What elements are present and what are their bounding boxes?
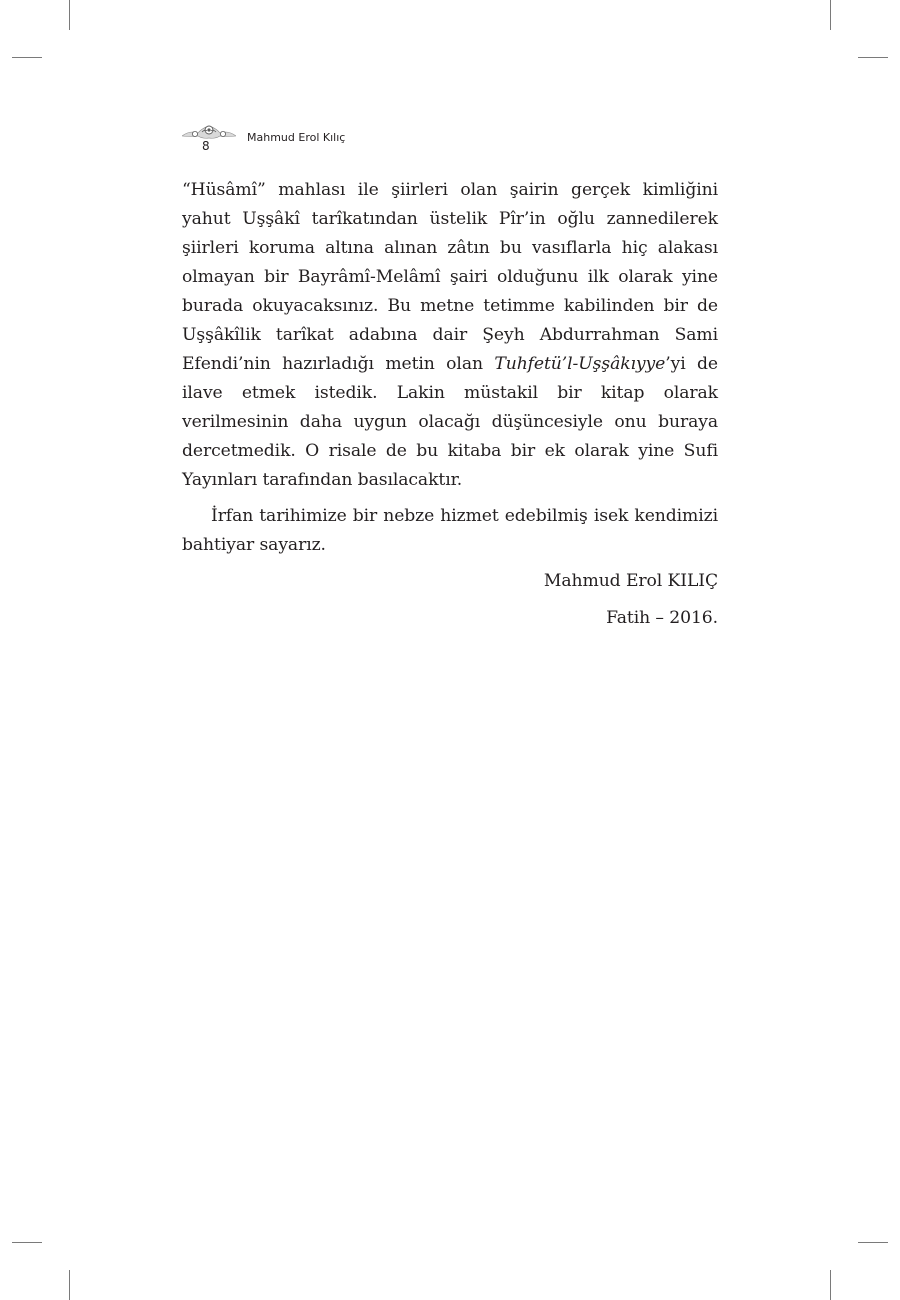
crop-mark-bottom-right-horizontal	[858, 1242, 888, 1243]
crop-mark-top-left-horizontal	[12, 57, 42, 58]
crop-mark-bottom-left-vertical	[69, 1270, 70, 1300]
crop-mark-top-left-vertical	[69, 0, 70, 30]
crop-mark-bottom-left-horizontal	[12, 1242, 42, 1243]
running-title: Mahmud Erol Kılıç	[247, 131, 346, 144]
paragraph-1-text-b: ’yi de ilave etmek istedik. Lakin müstakil bir kitap olarak verilmesinin daha uygun olacağı düşüncesiyle onu buraya dercetmedik. O risale de bu kitaba bir ek olarak yine Sufi Yayınları tarafından basılacaktır.	[182, 354, 718, 490]
crop-mark-top-right-horizontal	[858, 57, 888, 58]
paragraph-1-text-a: “Hüsâmî” mahlası ile şiirleri olan şairin gerçek kimliğini yahut Uşşâkî tarîkatından üstelik Pîr’in oğlu zannedilerek şiirleri koruma altına alınan zâtın bu vasıflarla hiç alakası olmayan bir Bayrâmî-Melâmî şairi olduğunu ilk olarak yine burada okuyacaksınız. Bu metne tetimme kabilinden bir de Uşşâkîlik tarîkat adabına dair Şeyh Abdurrahman Sami Efendi’nin hazırladığı metin olan	[182, 180, 718, 374]
body-text	[182, 176, 718, 633]
italic-book-title: Tuhfetü’l-Uşşâkıyye	[494, 354, 666, 374]
page-number: 8	[202, 139, 210, 153]
author-signature: Mahmud Erol KILIÇ	[543, 571, 718, 591]
crop-mark-top-right-vertical	[830, 0, 831, 30]
paragraph-2: İrfan tarihimize bir nebze hizmet edebilmiş isek kendimizi bahtiyar sayarız.	[182, 506, 718, 555]
paragraph-1	[182, 176, 718, 495]
place-date: Fatih – 2016.	[606, 608, 718, 628]
running-head	[182, 120, 722, 160]
crop-mark-bottom-right-vertical	[830, 1270, 831, 1300]
